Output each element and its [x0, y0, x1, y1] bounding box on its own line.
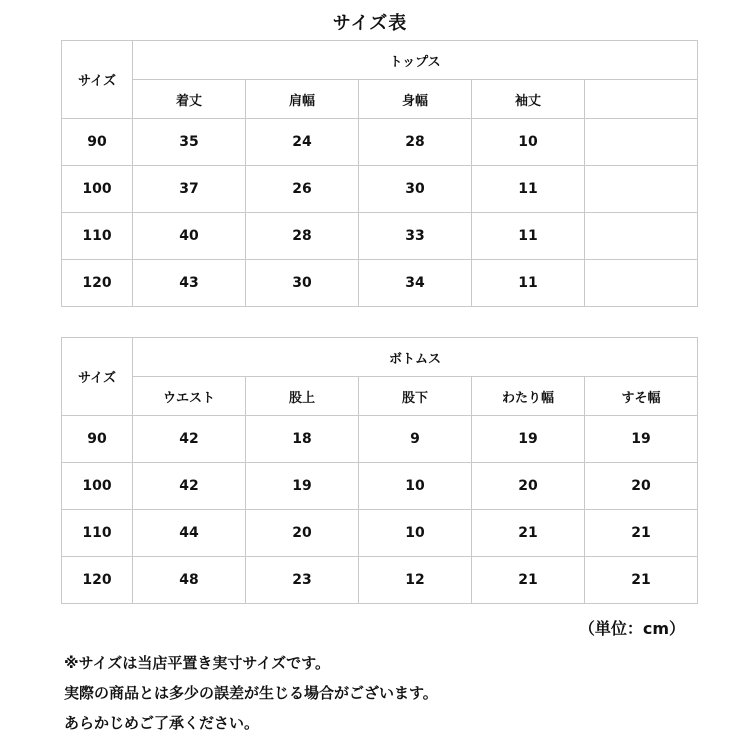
value-cell: [585, 119, 698, 166]
value-cell: 42: [133, 416, 246, 463]
value-cell: 10: [359, 510, 472, 557]
column-header: 着丈: [133, 80, 246, 119]
tops-group-header: トップス: [133, 41, 698, 80]
value-cell: [585, 166, 698, 213]
value-cell: 33: [359, 213, 472, 260]
table-row: [62, 416, 698, 463]
value-cell: 19: [585, 416, 698, 463]
table-row: [62, 166, 698, 213]
value-cell: 9: [359, 416, 472, 463]
value-cell: 48: [133, 557, 246, 604]
note-line: 実際の商品とは多少の誤差が生じる場合がございます。: [64, 684, 438, 702]
value-cell: [585, 213, 698, 260]
size-cell: 120: [62, 557, 133, 604]
bottoms-group-header: ボトムス: [133, 338, 698, 377]
size-cell: 90: [62, 416, 133, 463]
page-title: サイズ表: [332, 13, 408, 34]
table-row: [62, 557, 698, 604]
value-cell: 42: [133, 463, 246, 510]
column-header: わたり幅: [472, 377, 585, 416]
table-row: [62, 213, 698, 260]
value-cell: 12: [359, 557, 472, 604]
value-cell: 18: [246, 416, 359, 463]
value-cell: 44: [133, 510, 246, 557]
table-row: [62, 119, 698, 166]
column-header: 袖丈: [472, 80, 585, 119]
column-header: 肩幅: [246, 80, 359, 119]
value-cell: 19: [246, 463, 359, 510]
value-cell: 21: [585, 557, 698, 604]
size-cell: 110: [62, 510, 133, 557]
column-header: 身幅: [359, 80, 472, 119]
value-cell: 28: [246, 213, 359, 260]
note-line: あらかじめご了承ください。: [64, 714, 260, 732]
column-header: 股下: [359, 377, 472, 416]
table-row: [62, 463, 698, 510]
note-line: ※サイズは当店平置き実寸サイズです。: [64, 654, 330, 672]
size-header-cell: サイズ: [62, 41, 133, 119]
value-cell: 40: [133, 213, 246, 260]
value-cell: 24: [246, 119, 359, 166]
value-cell: 30: [246, 260, 359, 307]
value-cell: 35: [133, 119, 246, 166]
value-cell: 11: [472, 166, 585, 213]
size-cell: 90: [62, 119, 133, 166]
value-cell: 21: [472, 510, 585, 557]
value-cell: 26: [246, 166, 359, 213]
size-cell: 100: [62, 166, 133, 213]
value-cell: 20: [472, 463, 585, 510]
notes: [64, 648, 438, 738]
value-cell: 11: [472, 260, 585, 307]
column-header: 股上: [246, 377, 359, 416]
value-cell: 11: [472, 213, 585, 260]
value-cell: 28: [359, 119, 472, 166]
bottoms-size-table: [61, 337, 698, 604]
table-row: [62, 260, 698, 307]
size-header-cell: サイズ: [62, 338, 133, 416]
value-cell: 20: [585, 463, 698, 510]
size-cell: 100: [62, 463, 133, 510]
value-cell: 10: [359, 463, 472, 510]
column-header: ウエスト: [133, 377, 246, 416]
size-cell: 110: [62, 213, 133, 260]
value-cell: 43: [133, 260, 246, 307]
value-cell: 10: [472, 119, 585, 166]
size-cell: 120: [62, 260, 133, 307]
value-cell: 37: [133, 166, 246, 213]
value-cell: 30: [359, 166, 472, 213]
value-cell: 21: [472, 557, 585, 604]
column-header: [585, 80, 698, 119]
value-cell: 23: [246, 557, 359, 604]
value-cell: 34: [359, 260, 472, 307]
value-cell: 21: [585, 510, 698, 557]
value-cell: 19: [472, 416, 585, 463]
value-cell: [585, 260, 698, 307]
column-header: すそ幅: [585, 377, 698, 416]
tops-size-table: [61, 40, 698, 307]
unit-label: （単位：cm）: [578, 619, 685, 638]
table-row: [62, 510, 698, 557]
value-cell: 20: [246, 510, 359, 557]
